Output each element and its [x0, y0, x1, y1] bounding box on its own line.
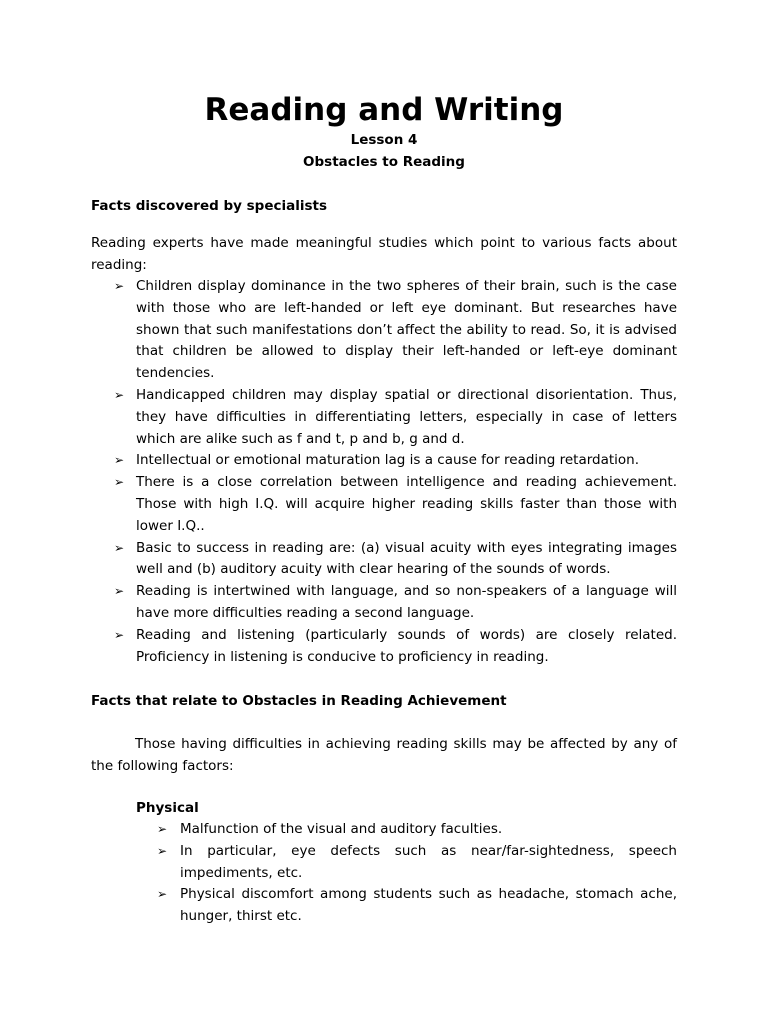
arrow-bullet-icon: ➢ [114, 475, 125, 490]
arrow-bullet-icon: ➢ [114, 584, 125, 599]
section-heading-obstacles: Facts that relate to Obstacles in Reading Achievement [91, 693, 507, 709]
list-item-text: Intellectual or emotional maturation lag is a cause for reading retardation. [136, 452, 640, 469]
list-item [114, 385, 677, 450]
facts-list [114, 276, 677, 668]
lesson-title: Obstacles to Reading [303, 154, 465, 170]
list-item-text: Reading and listening (particularly sounds of words) are closely related. Proficiency in listening is conducive to proficiency in reading. [136, 626, 677, 665]
arrow-bullet-icon: ➢ [114, 540, 125, 555]
lesson-number: Lesson 4 [350, 132, 418, 148]
list-item-text: Children display dominance in the two spheres of their brain, such is the case with those who are left-handed or left eye dominant. But researches have shown that such manifestations don’t affect the ability to read. So, it is advised that children be allowed to display their left-handed or left-eye dominant tendencies. [136, 278, 677, 382]
list-item [157, 819, 677, 841]
arrow-bullet-icon: ➢ [114, 453, 125, 468]
list-item [114, 625, 677, 669]
list-item [157, 841, 677, 885]
arrow-bullet-icon: ➢ [157, 822, 168, 836]
list-item-text: Basic to success in reading are: (a) visual acuity with eyes integrating images well and (b) auditory acuity with clear hearing of the sounds of words. [136, 539, 677, 578]
subheading-physical: Physical [136, 800, 199, 816]
arrow-bullet-icon: ➢ [114, 387, 125, 402]
arrow-bullet-icon: ➢ [157, 843, 168, 858]
section-intro-specialists: Reading experts have made meaningful studies which point to various facts about reading: [91, 235, 677, 273]
section-intro-obstacles: Those having difficulties in achieving reading skills may be affected by any of the following factors: [91, 736, 677, 774]
list-item [114, 276, 677, 385]
arrow-bullet-icon: ➢ [114, 627, 125, 642]
list-item [114, 450, 677, 472]
list-item-text: Handicapped children may display spatial or directional disorientation. Thus, they have difficulties in differentiating letters, especially in case of letters which are alike such as f and t, p and b, g and d. [136, 386, 677, 447]
arrow-bullet-icon: ➢ [157, 887, 168, 902]
arrow-bullet-icon: ➢ [114, 279, 125, 293]
list-item-text: Reading is intertwined with language, and so non-speakers of a language will have more difficulties reading a second language. [136, 583, 677, 621]
list-item [114, 538, 677, 582]
list-item [114, 472, 677, 537]
list-item-text: There is a close correlation between intelligence and reading achievement. Those with high I.Q. will acquire higher reading skills faster than those with lower I.Q.. [136, 474, 677, 534]
list-item [157, 884, 677, 928]
list-item-text: Malfunction of the visual and auditory faculties. [180, 821, 503, 837]
list-item-text: Physical discomfort among students such as headache, stomach ache, hunger, thirst etc. [180, 886, 677, 925]
section-heading-specialists: Facts discovered by specialists [91, 198, 328, 214]
list-item [114, 581, 677, 625]
physical-factors-list [157, 819, 677, 928]
document-title: Reading and Writing [204, 92, 564, 128]
list-item-text: In particular, eye defects such as near/far-sightedness, speech impediments, etc. [180, 842, 677, 881]
